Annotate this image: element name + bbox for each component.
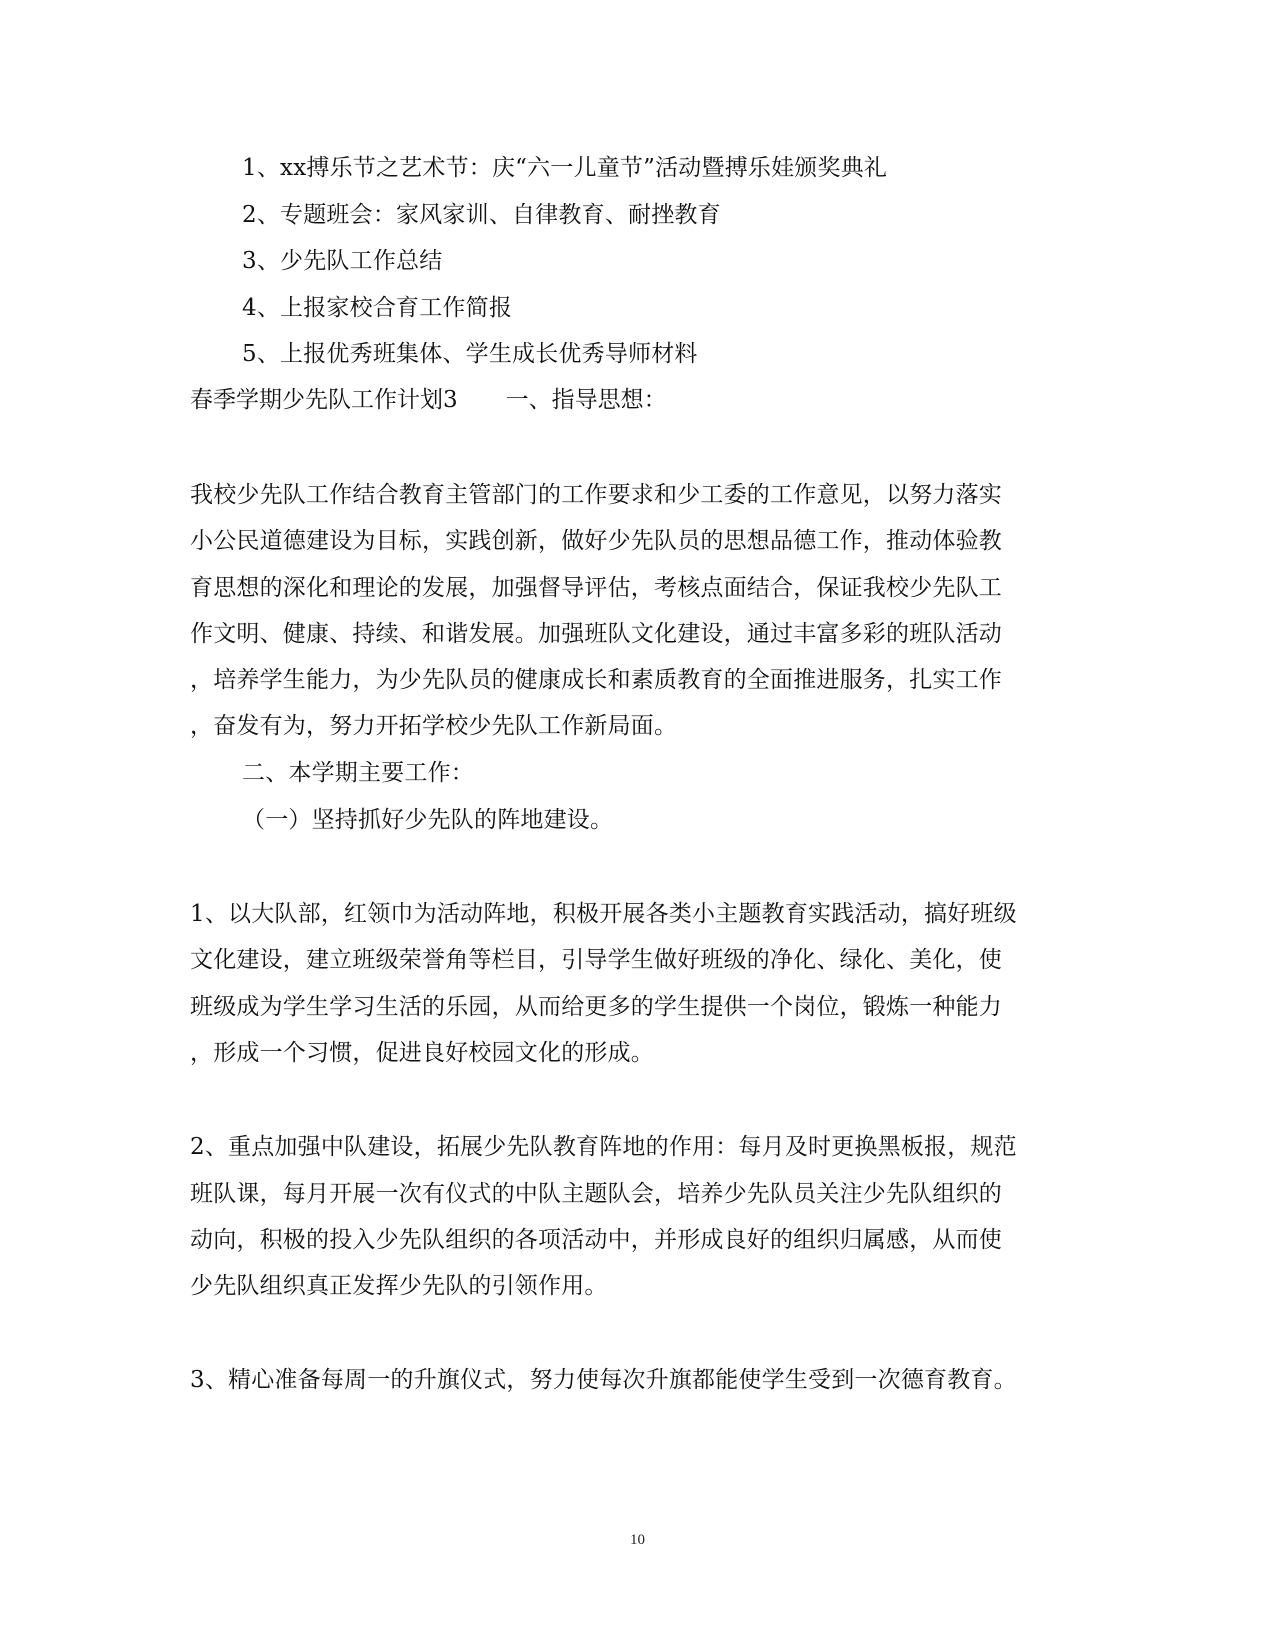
plan-title-line [190,385,667,415]
paragraph-line: 文化建设，建立班级荣誉角等栏目，引导学生做好班级的净化、绿化、美化，使 [190,947,1002,973]
section-one-heading: 一、指导思想： [505,387,667,413]
section-two-heading: 二、本学期主要工作： [242,760,474,786]
paragraph-line: 1、以大队部，红领巾为活动阵地，积极开展各类小主题教育实践活动，搞好班级 [190,901,1017,927]
paragraph-line: 动向，积极的投入少先队组织的各项活动中，并形成良好的组织归属感，从而使 [190,1227,1002,1253]
list-item: 4、上报家校合育工作简报 [242,295,513,321]
paragraph-line: 我校少先队工作结合教育主管部门的工作要求和少工委的工作意见，以努力落实 [190,482,1002,508]
paragraph-line: ，培养学生能力，为少先队员的健康成长和素质教育的全面推进服务，扎实工作 [190,667,1002,693]
paragraph-line: 育思想的深化和理论的发展，加强督导评估，考核点面结合，保证我校少先队工 [190,575,1002,601]
list-item: 3、少先队工作总结 [242,248,443,274]
paragraph-line: 3、精心准备每周一的升旗仪式，努力使每次升旗都能使学生受到一次德育教育。 [190,1367,1017,1393]
paragraph-line: 小公民道德建设为目标，实践创新，做好少先队员的思想品德工作，推动体验教 [190,528,1002,554]
page-number: 10 [630,1532,645,1548]
list-item: 5、上报优秀班集体、学生成长优秀导师材料 [242,341,698,367]
paragraph-line: 2、重点加强中队建设，拓展少先队教育阵地的作用：每月及时更换黑板报，规范 [190,1134,1017,1160]
list-item: 2、专题班会：家风家训、自律教育、耐挫教育 [242,202,721,228]
subsection-one-heading: （一）坚持抓好少先队的阵地建设。 [242,807,614,833]
paragraph-line: ，形成一个习惯，促进良好校园文化的形成。 [190,1040,654,1066]
paragraph-line: 班队课，每月开展一次有仪式的中队主题队会，培养少先队员关注少先队组织的 [190,1181,1002,1207]
paragraph-line: 作文明、健康、持续、和谐发展。加强班队文化建设，通过丰富多彩的班队活动 [190,621,1002,647]
list-item: 1、xx搏乐节之艺术节：庆“六一儿童节”活动暨搏乐娃颁奖典礼 [242,155,888,181]
paragraph-line: 少先队组织真正发挥少先队的引领作用。 [190,1273,608,1299]
paragraph-line: 班级成为学生学习生活的乐园，从而给更多的学生提供一个岗位，锻炼一种能力 [190,994,1002,1020]
plan-title: 春季学期少先队工作计划3 [190,387,458,413]
paragraph-line: ，奋发有为，努力开拓学校少先队工作新局面。 [190,713,678,739]
